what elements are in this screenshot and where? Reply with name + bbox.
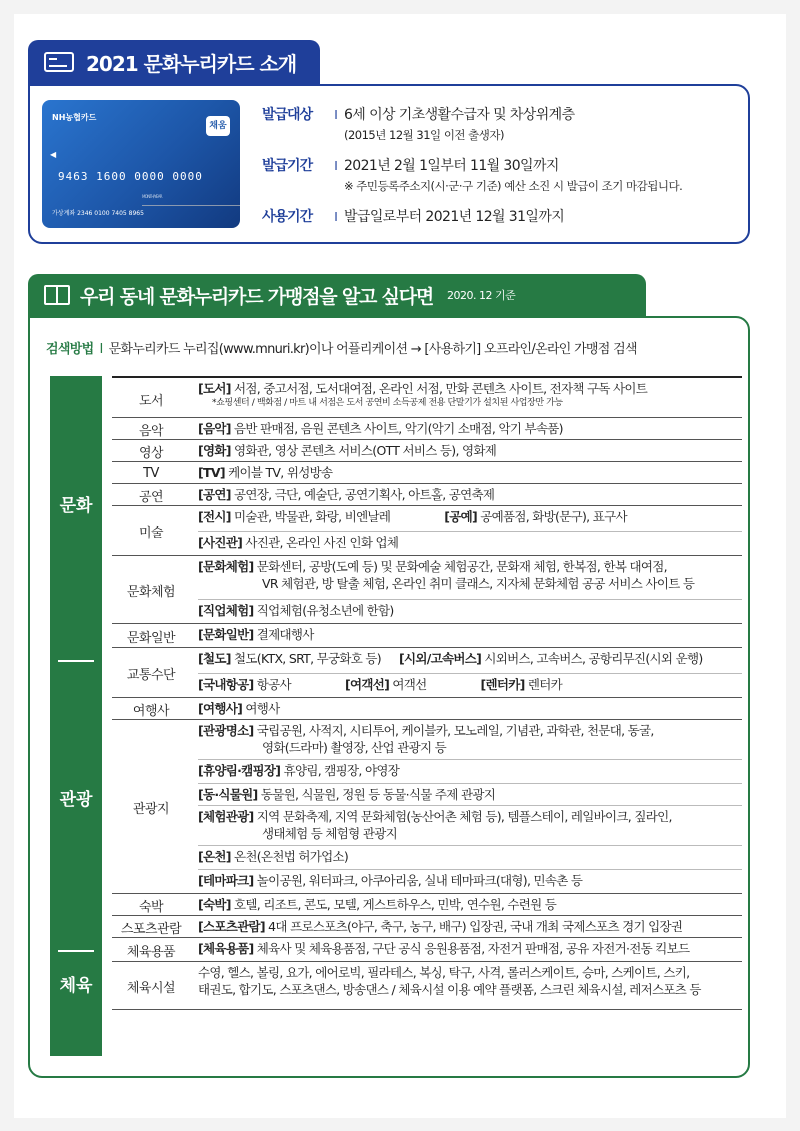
detail-text: 철도(KTX, SRT, 무궁화호 등) — [230, 651, 381, 666]
detail-segment — [198, 602, 394, 619]
detail-segment — [198, 558, 667, 575]
info-row — [262, 206, 742, 226]
detail-tag: [스포츠관람] — [198, 919, 265, 934]
group-text: 체육 — [59, 976, 93, 996]
table-row — [112, 648, 742, 698]
detail-tag: [전시] — [198, 509, 231, 524]
detail-text: 시외버스, 고속버스, 공항리무진(시외 운행) — [481, 651, 703, 666]
detail-text: 결제대행사 — [253, 627, 314, 642]
detail-tag: [렌터카] — [480, 677, 525, 692]
detail-tag: [관광명소] — [198, 723, 254, 738]
category-detail — [198, 378, 742, 420]
info-note: (2015년 12월 31일 이전 출생자) — [344, 128, 504, 142]
detail-tag: [공예] — [444, 509, 477, 524]
detail-segment — [481, 676, 563, 693]
detail-text: 미술관, 박물관, 화랑, 비엔날레 — [230, 509, 391, 524]
detail-segment — [198, 676, 291, 693]
category-detail — [198, 440, 742, 462]
card-info — [262, 104, 742, 230]
detail-tag: [문화일반] — [198, 627, 254, 642]
table-row — [112, 462, 742, 484]
table-row — [112, 698, 742, 720]
detail-continuation: 생태체험 등 체험형 관광지 — [262, 826, 397, 841]
info-note: ※ 주민등록주소지(시·군·구 기준) 예산 소진 시 발급이 조기 마감됩니다. — [344, 179, 683, 193]
category-label: 숙박 — [138, 899, 164, 915]
detail-segment — [198, 848, 348, 865]
category-detail — [198, 784, 742, 806]
category-detail — [198, 462, 742, 484]
category-label: 스포츠관람 — [120, 921, 182, 937]
category-detail — [198, 556, 742, 600]
group-divider — [58, 660, 94, 662]
category-detail — [198, 418, 742, 440]
detail-tag: [철도] — [198, 651, 231, 666]
detail-text: 호텔, 리조트, 콘도, 모텔, 게스트하우스, 민박, 연수원, 수련원 등 — [230, 897, 557, 912]
detail-tag: [TV] — [198, 465, 225, 480]
detail-segment — [198, 808, 672, 825]
detail-segment — [198, 380, 647, 397]
category-label: 교통수단 — [126, 667, 176, 683]
detail-tag: [국내항공] — [198, 677, 254, 692]
section1-box — [28, 84, 750, 244]
detail-segment — [198, 464, 332, 481]
section2-header — [28, 274, 646, 316]
detail-segment — [198, 786, 495, 803]
search-method — [46, 338, 637, 357]
detail-continuation: VR 체험관, 방 탈출 체험, 온라인 취미 클래스, 지자체 문화체험 공공 서비스 사이트 등 — [262, 576, 695, 591]
card-number: 9463 1600 0000 0000 — [58, 170, 203, 183]
category-label: 여행사 — [132, 703, 170, 719]
table-row — [112, 916, 742, 938]
card-brand: NH농협카드 — [52, 113, 97, 122]
detail-segment — [198, 896, 556, 913]
detail-text: 렌터카 — [524, 677, 563, 692]
detail-segment — [198, 420, 563, 437]
detail-tag: [여행사] — [198, 701, 243, 716]
section1-header — [28, 40, 320, 84]
detail-tag: [직업체험] — [198, 603, 254, 618]
detail-segment — [444, 508, 627, 525]
table-row — [112, 418, 742, 440]
info-label: 발급기간 — [262, 158, 313, 174]
detail-segment — [198, 626, 314, 643]
separator: I — [334, 159, 338, 173]
detail-tag: [테마파크] — [198, 873, 254, 888]
detail-text: 사진관, 온라인 사진 인화 업체 — [242, 535, 399, 550]
section2-box — [28, 316, 750, 1078]
detail-text: 문화센터, 공방(도예 등) 및 문화예술 체험공간, 문화재 체험, 한복점, 한복 대여점, — [253, 559, 667, 574]
detail-segment — [345, 676, 427, 693]
info-row — [262, 104, 742, 124]
group-text: 관광 — [59, 790, 93, 810]
detail-segment — [198, 700, 280, 717]
info-value: 2021년 2월 1일부터 11월 30일까지 — [344, 158, 559, 174]
section2-title: 우리 동네 문화누리카드 가맹점을 알고 싶다면 — [80, 285, 434, 308]
detail-tag: [문화체험] — [198, 559, 254, 574]
category-detail — [198, 916, 742, 938]
table-row — [112, 506, 742, 556]
detail-segment — [399, 650, 703, 667]
category-detail — [198, 600, 742, 624]
separator: I — [334, 108, 338, 122]
detail-text: 체육사 및 체육용품점, 구단 공식 응원용품점, 자전거 판매점, 공유 자전거·전동 킥보드 — [253, 941, 690, 956]
group-label-culture — [50, 494, 102, 518]
category-detail — [198, 674, 742, 698]
category-detail — [198, 760, 742, 784]
detail-segment — [198, 508, 390, 525]
category-detail — [198, 698, 742, 720]
detail-segment — [198, 940, 689, 957]
table-row — [112, 484, 742, 506]
table-row — [112, 556, 742, 624]
detail-text: 케이블 TV, 위성방송 — [224, 465, 333, 480]
section1-title: 2021 문화누리카드 소개 — [86, 51, 297, 76]
detail-footnote: *쇼핑센터 / 백화점 / 마트 내 서점은 도서 공연비 소득공제 전용 단말기가 설치된 사업장만 가능 — [212, 398, 563, 408]
detail-segment — [198, 762, 399, 779]
detail-text: 음반 판매점, 음원 콘텐츠 사이트, 악기(악기 소매점, 악기 부속품) — [230, 421, 563, 436]
category-label: 체육용품 — [126, 944, 176, 960]
info-row — [262, 155, 742, 175]
detail-segment — [198, 486, 494, 503]
category-detail — [198, 962, 742, 1010]
group-divider — [58, 950, 94, 952]
detail-text: 영화관, 영상 콘텐츠 서비스(OTT 서비스 등), 영화제 — [230, 443, 497, 458]
detail-segment — [198, 872, 582, 889]
card-expiry-label: MONTH/YEAR — [142, 186, 240, 206]
detail-tag: [휴양림·캠핑장] — [198, 763, 281, 778]
detail-continuation: 영화(드라마) 촬영장, 산업 관광지 등 — [262, 740, 446, 755]
group-text: 문화 — [59, 496, 93, 516]
card-image — [42, 100, 240, 228]
detail-text: 여객선 — [389, 677, 427, 692]
category-label: 도서 — [138, 393, 164, 409]
detail-segment — [198, 534, 398, 551]
detail-tag: [숙박] — [198, 897, 231, 912]
category-label: 체육시설 — [126, 980, 176, 996]
table-row — [112, 624, 742, 648]
category-detail — [198, 720, 742, 760]
detail-tag: [도서] — [198, 381, 231, 396]
detail-segment — [198, 650, 381, 667]
detail-text: 휴양림, 캠핑장, 야영장 — [280, 763, 400, 778]
detail-text: 공예품점, 화방(문구), 표구사 — [476, 509, 627, 524]
category-detail — [198, 506, 742, 532]
detail-tag: [온천] — [198, 849, 231, 864]
detail-tag: [시외/고속버스] — [398, 651, 482, 666]
search-text: 문화누리카드 누리집(www.mnuri.kr)이나 어플리케이션 → [사용하기] 오프라인/온라인 가맹점 검색 — [108, 342, 637, 357]
detail-text: 온천(온천법 허가업소) — [230, 849, 349, 864]
detail-segment — [198, 442, 496, 459]
category-label: 영상 — [138, 445, 164, 461]
detail-tag: [동·식물원] — [198, 787, 258, 802]
card-account: 가상계좌 2346 0100 7405 8965 — [52, 210, 144, 217]
table-row — [112, 720, 742, 894]
category-label: 공연 — [138, 489, 164, 505]
category-label: 문화체험 — [126, 584, 176, 600]
category-label: 음악 — [138, 423, 164, 439]
category-detail — [198, 806, 742, 846]
info-value: 발급일로부터 2021년 12월 31일까지 — [344, 209, 565, 225]
detail-text: 국립공원, 사적지, 시티투어, 케이블카, 모노레일, 기념관, 과학관, 천문대, 동굴, — [253, 723, 654, 738]
detail-text: 지역 문화축제, 지역 문화체험(농산어촌 체험 등), 템플스테이, 레일바이크, 짚라인, — [253, 809, 672, 824]
separator: I — [334, 210, 338, 224]
info-label: 사용기간 — [262, 209, 313, 225]
category-detail — [198, 894, 742, 916]
detail-tag: [체험관광] — [198, 809, 254, 824]
table-row — [112, 894, 742, 916]
category-label: TV — [143, 465, 159, 481]
detail-segment — [198, 918, 682, 935]
info-value: 6세 이상 기초생활수급자 및 차상위계층 — [344, 107, 575, 123]
detail-text: 4대 프로스포츠(야구, 축구, 농구, 배구) 입장권, 국내 개최 국제스포츠 경기 입장권 — [264, 919, 683, 934]
category-detail — [198, 648, 742, 674]
category-detail — [198, 870, 742, 894]
card-arrow-icon: ◀ — [50, 150, 57, 159]
category-label: 미술 — [138, 525, 164, 541]
table-row — [112, 376, 742, 418]
category-detail — [198, 532, 742, 556]
section2-date: 2020. 12 기준 — [447, 289, 516, 302]
table-row — [112, 440, 742, 462]
detail-segment — [198, 964, 689, 981]
detail-tag: [공연] — [198, 487, 231, 502]
table-row — [112, 938, 742, 962]
detail-tag: [음악] — [198, 421, 231, 436]
group-label-sports — [50, 974, 102, 998]
group-label-tour — [50, 788, 102, 812]
category-detail — [198, 846, 742, 870]
detail-tag: [체육용품] — [198, 941, 254, 956]
detail-text: 여행사 — [242, 701, 280, 716]
search-label: 검색방법 — [46, 342, 94, 357]
separator: I — [99, 342, 103, 357]
table-row — [112, 962, 742, 1010]
detail-text: 공연장, 극단, 예술단, 공연기획사, 아트홀, 공연축제 — [230, 487, 495, 502]
card-chip: 채움 — [206, 116, 230, 136]
detail-text: 수영, 헬스, 볼링, 요가, 에어로빅, 필라테스, 복싱, 탁구, 사격, 롤러스케이트, 승마, 스케이트, 스키, — [198, 965, 690, 980]
category-label: 관광지 — [132, 801, 170, 817]
detail-tag: [사진관] — [198, 535, 243, 550]
category-detail — [198, 484, 742, 506]
detail-text: 동물원, 식물원, 정원 등 동물·식물 주제 관광지 — [257, 787, 496, 802]
detail-text: 놀이공원, 워터파크, 아쿠아리움, 실내 테마파크(대형), 민속촌 등 — [253, 873, 583, 888]
book-icon — [44, 285, 70, 305]
detail-tag: [여객선] — [344, 677, 390, 692]
category-label: 문화일반 — [126, 630, 176, 646]
detail-continuation: 태권도, 합기도, 스포츠댄스, 방송댄스 / 체육시설 이용 예약 플랫폼, 스크린 체육시설, 레저스포츠 등 — [198, 982, 701, 997]
category-detail — [198, 938, 742, 962]
detail-text: 서점, 중고서점, 도서대여점, 온라인 서점, 만화 콘텐츠 사이트, 전자책 구독 사이트 — [230, 381, 648, 396]
card-icon — [44, 52, 74, 72]
category-detail — [198, 624, 742, 648]
detail-text: 직업체험(유청소년에 한함) — [253, 603, 394, 618]
info-label: 발급대상 — [262, 107, 313, 123]
detail-tag: [영화] — [198, 443, 231, 458]
group-sidebar — [50, 376, 102, 1056]
detail-text: 항공사 — [253, 677, 291, 692]
detail-segment — [198, 722, 654, 739]
